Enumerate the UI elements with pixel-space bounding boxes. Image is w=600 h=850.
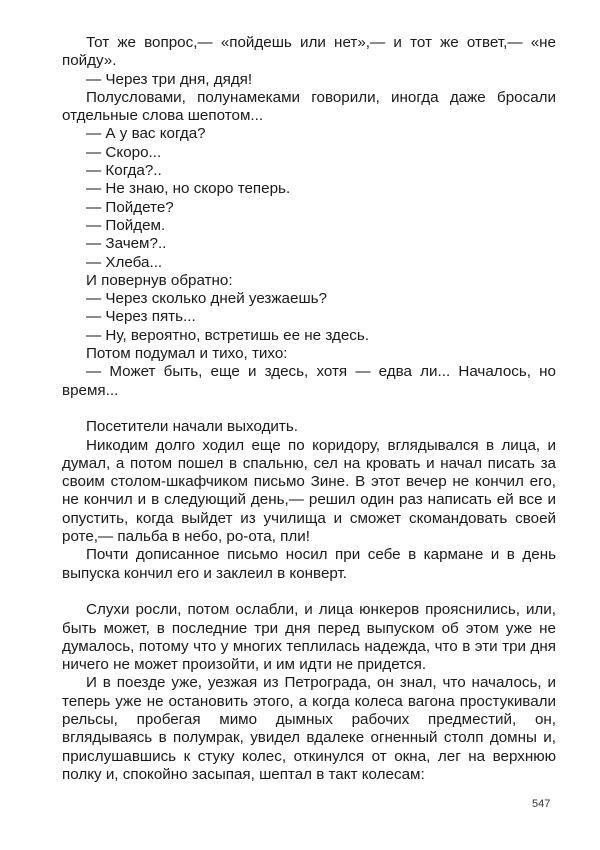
paragraph: Потом подумал и тихо, тихо:: [86, 345, 288, 363]
paragraph: И повернув обратно:: [86, 271, 233, 289]
paragraph: — Через сколько дней уезжаешь?: [86, 290, 327, 308]
paragraph-gap: [62, 583, 556, 601]
paragraph: И в поезде уже, уезжая из Петрограда, он знал, что началось, и теперь уже не остановить этого, а когда колеса вагона простукивали рельсы, пробегая мимо дымных рабочих предместий, он, вглядываясь в полумрак, увидел вдалеке огненный столп домны и, прислушавшись к стуку колес, откинулся от окна, лег на верхнюю полку и, спокойно засыпая, шептал в такт колесам:: [62, 674, 556, 783]
paragraph: — Когда?..: [86, 162, 162, 180]
paragraph: Никодим долго ходил еще по коридору, вглядывался в лица, и думал, а потом пошел в спальню, сел на кровать и начал писать за своим столом-шкафчиком письмо Зине. В этот вечер не кончил его, не кончил и в следующий день,— решил один раз написать ей все и опустить, когда выйдет из училища и сможет скомандовать своей роте,— пальба в небо, ро-ота, пли!: [62, 436, 556, 546]
paragraph: — Зачем?..: [86, 235, 167, 253]
paragraph: — Через пять...: [86, 308, 196, 326]
paragraph: — А у вас когда?: [86, 125, 206, 143]
paragraph: Полусловами, полунамеками говорили, иногда даже бросали отдельные слова шепотом...: [62, 88, 556, 125]
paragraph: Почти дописанное письмо носил при себе в кармане и в день выпуска кончил его и заклеил в конверт.: [62, 546, 556, 582]
paragraph: — Не знаю, но скоро теперь.: [86, 180, 291, 198]
paragraph: — Через три дня, дядя!: [86, 70, 253, 88]
paragraph: — Ну, вероятно, встретишь ее не здесь.: [86, 326, 369, 344]
paragraph: Тот же вопрос,— «пойдешь или нет»,— и тот же ответ,— «не пойду».: [62, 34, 556, 70]
paragraph: Посетители начали выходить.: [86, 418, 299, 436]
paragraph: — Скоро...: [86, 143, 162, 161]
paragraph: — Хлеба...: [86, 253, 163, 271]
paragraph: — Может быть, еще и здесь, хотя — едва ли... Началось, но время...: [62, 363, 556, 399]
paragraph: — Пойдем.: [86, 216, 166, 234]
paragraph: Слухи росли, потом ослабли, и лица юнкеров прояснились, или, быть может, в последние три дня перед выпуском об этом уже не думалось, потому что у многих теплилась надежда, что в эти три дня ничего не может произойти, и им идти не придется.: [62, 601, 556, 674]
paragraph-gap: [62, 400, 556, 418]
page-text: [62, 34, 556, 784]
paragraph: — Пойдете?: [86, 198, 174, 216]
page-number: 547: [532, 798, 551, 810]
